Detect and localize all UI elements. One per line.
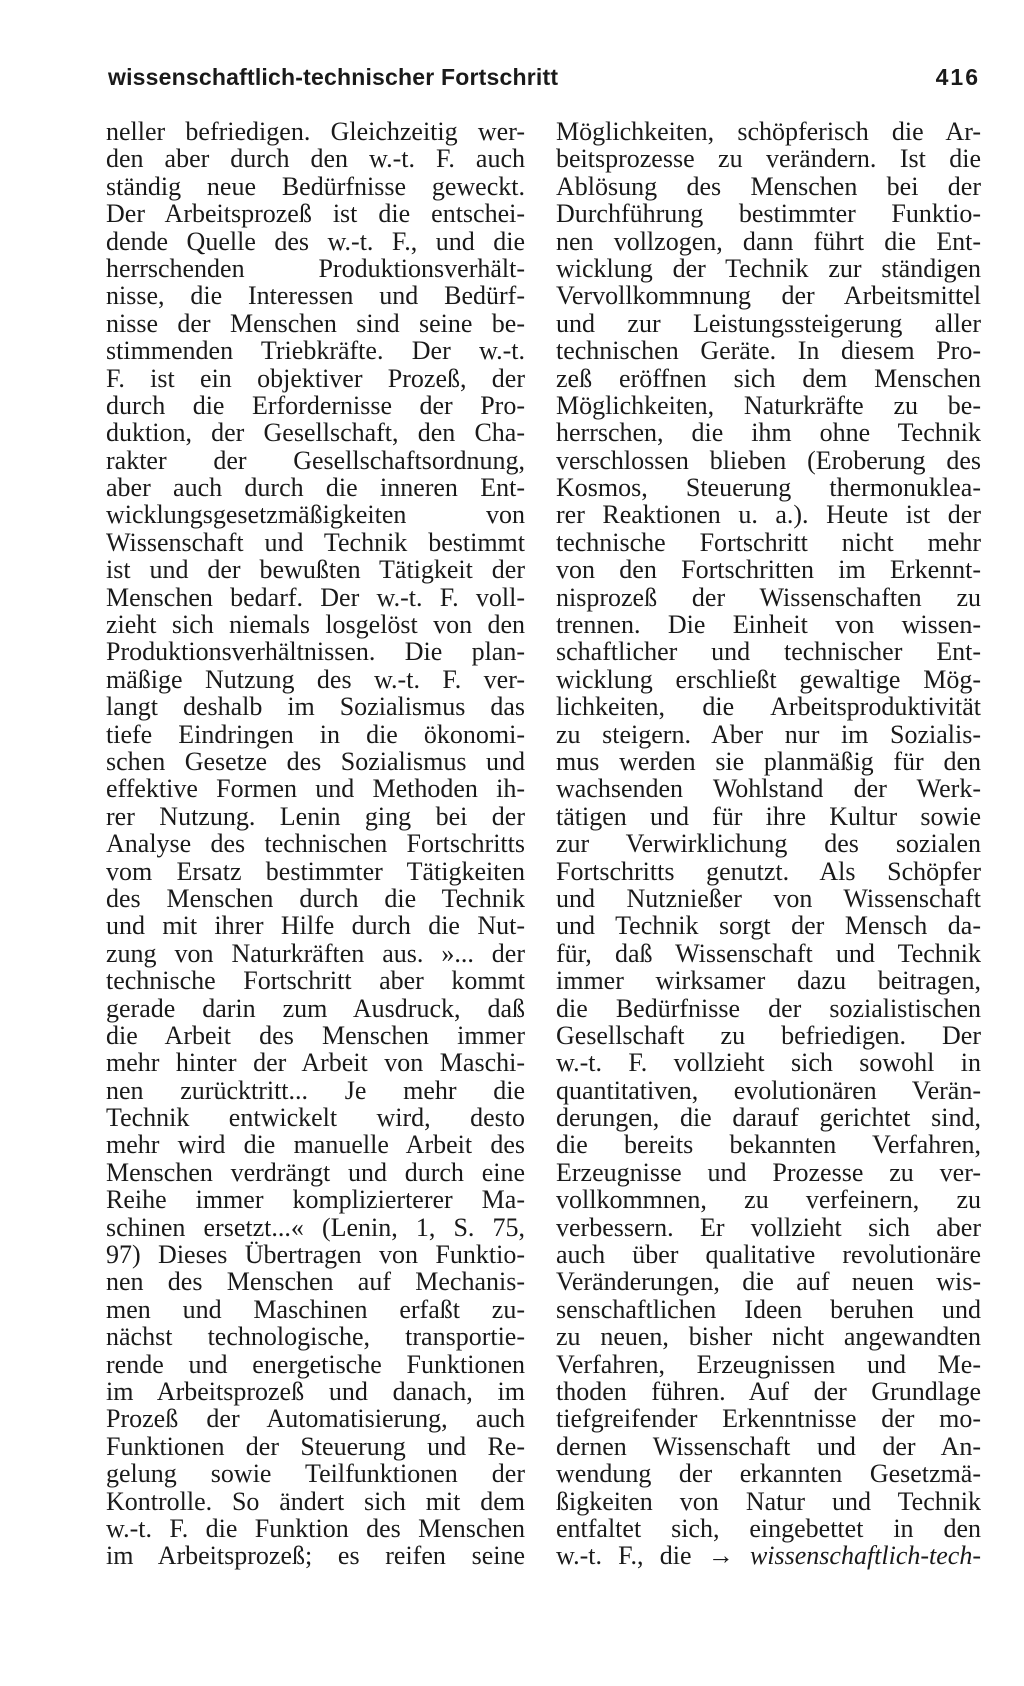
text-line: Produktionsverhältnissen. Die plan- xyxy=(106,637,525,667)
text-line: mäßige Nutzung des w.-t. F. ver- xyxy=(106,664,525,694)
text-line: Möglichkeiten, schöpferisch die Ar- xyxy=(556,117,981,146)
crossref-line xyxy=(556,1542,981,1569)
text-line: Möglichkeiten, Naturkräfte zu be- xyxy=(556,390,981,420)
text-line: Vervollkommnung der Arbeitsmittel xyxy=(556,281,981,311)
text-line: nen zurücktritt... Je mehr die xyxy=(106,1075,525,1105)
text-line: Funktionen der Steuerung und Re- xyxy=(106,1431,525,1461)
text-line: langt deshalb im Sozialismus das xyxy=(106,692,525,722)
text-line: gerade darin zum Ausdruck, daß xyxy=(106,993,525,1023)
text-line: von den Fortschritten im Erkennt- xyxy=(556,555,981,585)
text-line: zu steigern. Aber nur im Sozialis- xyxy=(556,719,981,749)
text-line: vom Ersatz bestimmter Tätigkeiten xyxy=(106,856,525,886)
text-line: wendung der erkannten Gesetzmä- xyxy=(556,1459,981,1489)
text-line: Analyse des technischen Fortschritts xyxy=(106,829,525,859)
text-line: rer Nutzung. Lenin ging bei der xyxy=(106,801,525,831)
text-line: Reihe immer komplizierterer Ma- xyxy=(106,1185,525,1215)
text-line: thoden führen. Auf der Grundlage xyxy=(556,1376,981,1406)
text-line: nen des Menschen auf Mechanis- xyxy=(106,1267,525,1297)
text-line: mehr wird die manuelle Arbeit des xyxy=(106,1130,525,1160)
text-line: und mit ihrer Hilfe durch die Nut- xyxy=(106,911,525,941)
page-number: 416 xyxy=(935,64,980,90)
text-line: ist und der bewußten Tätigkeit der xyxy=(106,555,525,585)
text-line: Prozeß der Automatisierung, auch xyxy=(106,1404,525,1434)
text-line: entfaltet sich, eingebettet in den xyxy=(556,1513,981,1543)
text-line: aber auch durch die inneren Ent- xyxy=(106,473,525,503)
text-line: Technik entwickelt wird, desto xyxy=(106,1103,525,1133)
text-line: quantitativen, evolutionären Verän- xyxy=(556,1075,981,1105)
page-header xyxy=(108,64,980,104)
text-line: zur Verwirklichung des sozialen xyxy=(556,829,981,859)
text-line: nen vollzogen, dann führt die Ent- xyxy=(556,226,981,256)
text-line: für, daß Wissenschaft und Technik xyxy=(556,938,981,968)
text-line: im Arbeitsprozeß; es reifen seine xyxy=(106,1541,525,1571)
text-line: und Nutznießer von Wissenschaft xyxy=(556,883,981,913)
text-line: durch die Erfordernisse der Pro- xyxy=(106,390,525,420)
text-line: beitsprozesse zu verändern. Ist die xyxy=(556,144,981,174)
text-line: wachsenden Wohlstand der Werk- xyxy=(556,774,981,804)
text-line: gelung sowie Teilfunktionen der xyxy=(106,1459,525,1489)
text-line: nisse, die Interessen und Bedürf- xyxy=(106,281,525,311)
text-line: schinen ersetzt...« (Lenin, 1, S. 75, xyxy=(106,1212,525,1242)
text-line: wicklung erschließt gewaltige Mög- xyxy=(556,664,981,694)
text-line: nisprozeß der Wissenschaften zu xyxy=(556,582,981,612)
text-line: nächst technologische, transportie- xyxy=(106,1322,525,1352)
text-line: wicklung der Technik zur ständigen xyxy=(556,253,981,283)
text-line: schaftlicher und technischer Ent- xyxy=(556,637,981,667)
text-line: Veränderungen, die auf neuen wis- xyxy=(556,1267,981,1297)
text-line: Ablösung des Menschen bei der xyxy=(556,171,981,201)
text-line: herrschen, die ihm ohne Technik xyxy=(556,418,981,448)
text-line: im Arbeitsprozeß und danach, im xyxy=(106,1376,525,1406)
text-line: des Menschen durch die Technik xyxy=(106,883,525,913)
text-line: die Arbeit des Menschen immer xyxy=(106,1020,525,1050)
crossref-prefix: w.-t. F., die xyxy=(556,1541,692,1571)
text-line: immer wirksamer dazu beitragen, xyxy=(556,966,981,996)
text-line: neller befriedigen. Gleichzeitig wer- xyxy=(106,117,525,146)
text-line: 97) Dieses Übertragen von Funktio- xyxy=(106,1240,525,1270)
text-line: verschlossen blieben (Eroberung des xyxy=(556,445,981,475)
text-line: zung von Naturkräften aus. »... der xyxy=(106,938,525,968)
text-line: dende Quelle des w.-t. F., und die xyxy=(106,226,525,256)
text-line: Der Arbeitsprozeß ist die entschei- xyxy=(106,199,525,229)
text-line: men und Maschinen erfaßt zu- xyxy=(106,1294,525,1324)
text-line: duktion, der Gesellschaft, den Cha- xyxy=(106,418,525,448)
text-line: mehr hinter der Arbeit von Maschi- xyxy=(106,1048,525,1078)
text-line: tätigen und für ihre Kultur sowie xyxy=(556,801,981,831)
text-line: und zur Leistungssteigerung aller xyxy=(556,308,981,338)
text-line: Wissenschaft und Technik bestimmt xyxy=(106,527,525,557)
text-line: technische Fortschritt aber kommt xyxy=(106,966,525,996)
text-line: den aber durch den w.-t. F. auch xyxy=(106,144,525,174)
running-head: wissenschaftlich-technischer Fortschritt xyxy=(108,64,559,90)
text-line: Verfahren, Erzeugnissen und Me- xyxy=(556,1349,981,1379)
text-line: vollkommnen, zu verfeinern, zu xyxy=(556,1185,981,1215)
text-line: derungen, die darauf gerichtet sind, xyxy=(556,1103,981,1133)
text-line: technischen Geräte. In diesem Pro- xyxy=(556,336,981,366)
text-line: rende und energetische Funktionen xyxy=(106,1349,525,1379)
text-line: ständig neue Bedürfnisse geweckt. xyxy=(106,171,525,201)
text-line: Kontrolle. So ändert sich mit dem xyxy=(106,1486,525,1516)
text-line: effektive Formen und Methoden ih- xyxy=(106,774,525,804)
text-line: F. ist ein objektiver Prozeß, der xyxy=(106,363,525,393)
text-line: w.-t. F. vollzieht sich sowohl in xyxy=(556,1048,981,1078)
text-line: schen Gesetze des Sozialismus und xyxy=(106,746,525,776)
text-line: tiefe Eindringen in die ökonomi- xyxy=(106,719,525,749)
text-line: herrschenden Produktionsverhält- xyxy=(106,253,525,283)
text-line: Fortschritts genutzt. Als Schöpfer xyxy=(556,856,981,886)
text-line: ßigkeiten von Natur und Technik xyxy=(556,1486,981,1516)
text-line: die bereits bekannten Verfahren, xyxy=(556,1130,981,1160)
text-line: lichkeiten, die Arbeitsproduktivität xyxy=(556,692,981,722)
text-line: trennen. Die Einheit von wissen- xyxy=(556,610,981,640)
text-line: mus werden sie planmäßig für den xyxy=(556,746,981,776)
text-line: Menschen bedarf. Der w.-t. F. voll- xyxy=(106,582,525,612)
text-line: w.-t. F. die Funktion des Menschen xyxy=(106,1513,525,1543)
text-line: Gesellschaft zu befriedigen. Der xyxy=(556,1020,981,1050)
text-line: rakter der Gesellschaftsordnung, xyxy=(106,445,525,475)
text-line: Menschen verdrängt und durch eine xyxy=(106,1157,525,1187)
text-line: verbessern. Er vollzieht sich aber xyxy=(556,1212,981,1242)
text-line: die Bedürfnisse der sozialistischen xyxy=(556,993,981,1023)
text-line: nisse der Menschen sind seine be- xyxy=(106,308,525,338)
text-line: tiefgreifender Erkenntnisse der mo- xyxy=(556,1404,981,1434)
text-line: technische Fortschritt nicht mehr xyxy=(556,527,981,557)
text-line: zieht sich niemals losgelöst von den xyxy=(106,610,525,640)
text-line: dernen Wissenschaft und der An- xyxy=(556,1431,981,1461)
text-line: senschaftlichen Ideen beruhen und xyxy=(556,1294,981,1324)
text-line: auch über qualitative revolutionäre xyxy=(556,1240,981,1270)
text-line: stimmenden Triebkräfte. Der w.-t. xyxy=(106,336,525,366)
text-line: zeß eröffnen sich dem Menschen xyxy=(556,363,981,393)
text-line: zu neuen, bisher nicht angewandten xyxy=(556,1322,981,1352)
crossref-link[interactable]: wissenschaftlich-tech- xyxy=(749,1541,981,1571)
text-line: und Technik sorgt der Mensch da- xyxy=(556,911,981,941)
text-line: rer Reaktionen u. a.). Heute ist der xyxy=(556,500,981,530)
text-line: Durchführung bestimmter Funktio- xyxy=(556,199,981,229)
arrow-icon: → xyxy=(707,1541,734,1571)
right-text-column xyxy=(556,118,981,1570)
text-line: wicklungsgesetzmäßigkeiten von xyxy=(106,500,525,530)
left-text-column xyxy=(106,118,525,1570)
text-line: Erzeugnisse und Prozesse zu ver- xyxy=(556,1157,981,1187)
text-line: Kosmos, Steuerung thermonuklea- xyxy=(556,473,981,503)
